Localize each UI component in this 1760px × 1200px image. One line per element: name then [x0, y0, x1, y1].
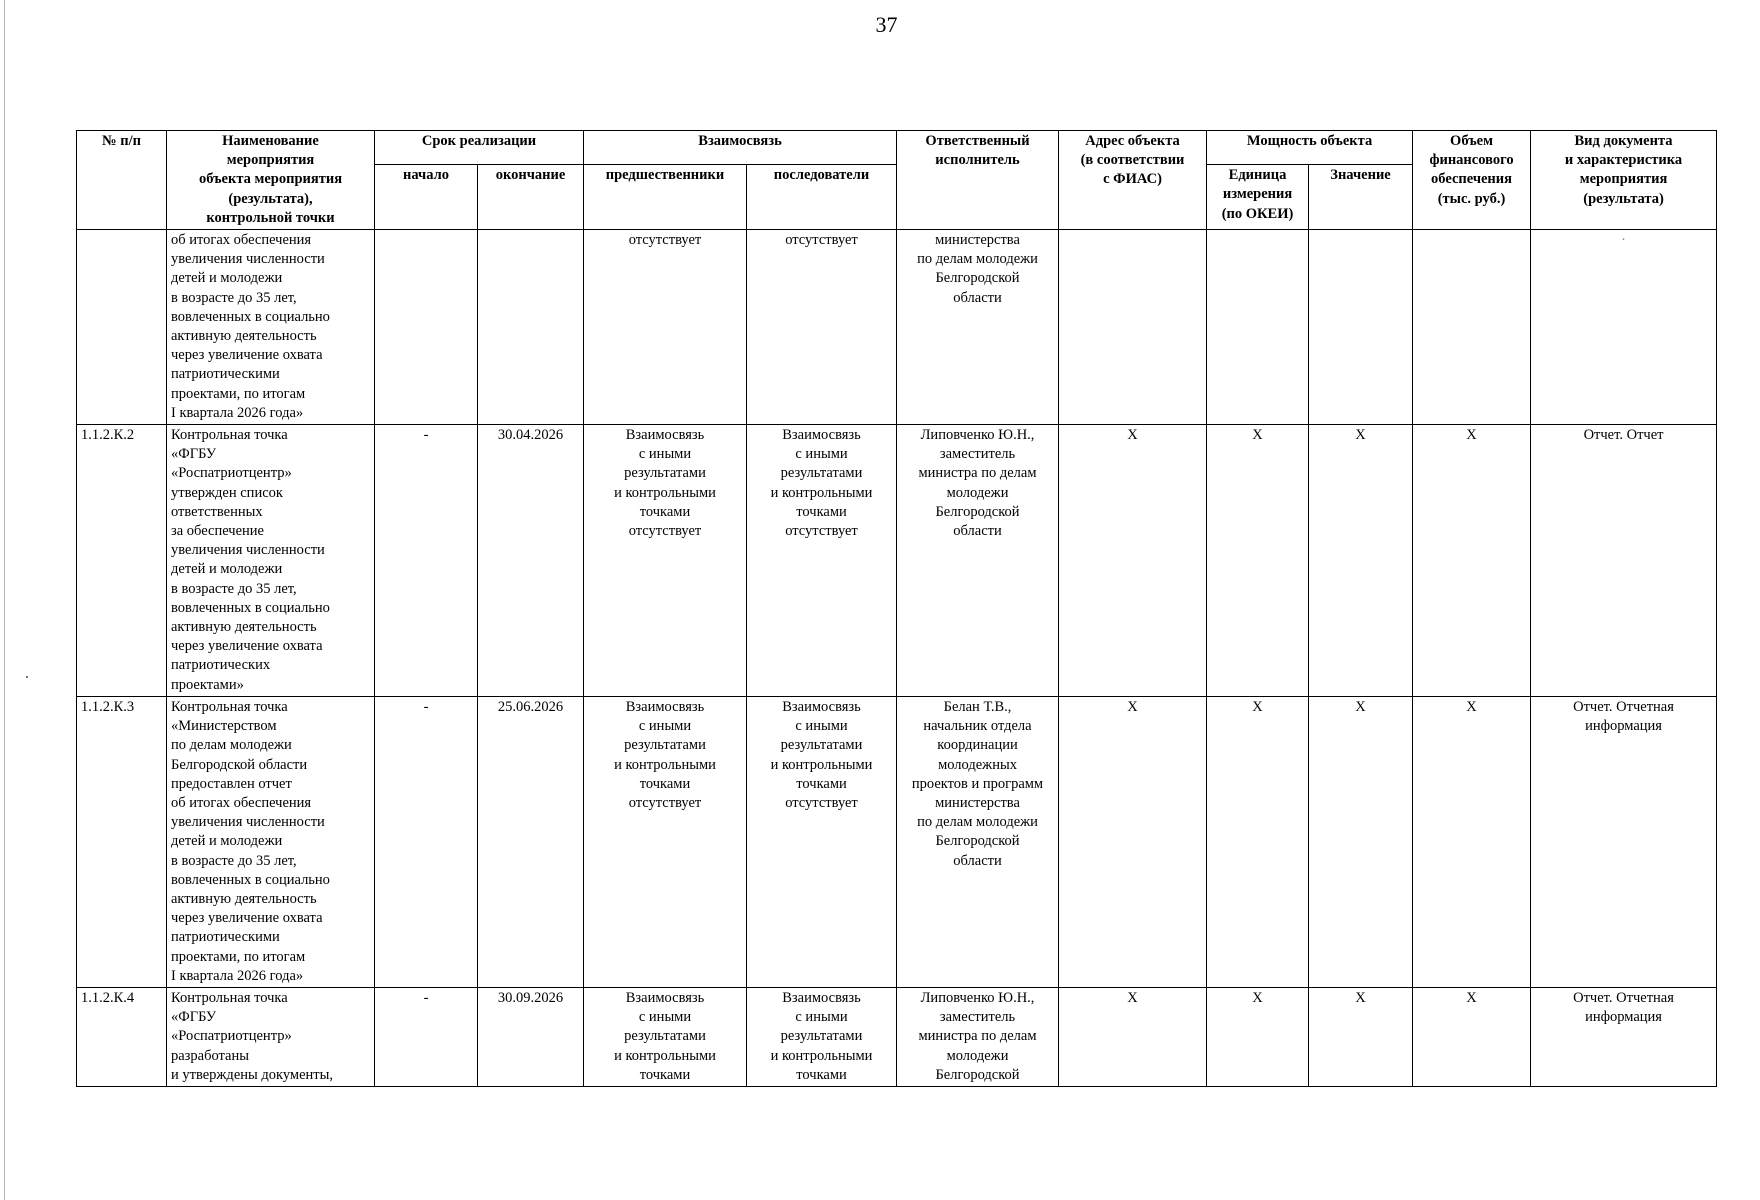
page-number: 37	[875, 12, 898, 37]
cell-start	[375, 230, 478, 425]
header-capacity: Мощность объекта	[1207, 131, 1413, 165]
cell-num: 1.1.2.К.3	[77, 696, 167, 987]
cell-unit: X	[1207, 425, 1309, 697]
cell-doc: Отчет. Отчетная информация	[1531, 987, 1717, 1086]
cell-responsible: Липовченко Ю.Н., заместитель министра по делам молодежи Белгородской области	[897, 425, 1059, 697]
cell-value: X	[1309, 696, 1413, 987]
cell-successors: Взаимосвязь с иными результатами и контрольными точками	[747, 987, 897, 1086]
cell-num: 1.1.2.К.2	[77, 425, 167, 697]
header-period-end: окончание	[478, 165, 584, 230]
cell-responsible: Липовченко Ю.Н., заместитель министра по делам молодежи Белгородской	[897, 987, 1059, 1086]
table-header	[77, 131, 1717, 230]
cell-finance: X	[1413, 425, 1531, 697]
cell-end: 30.04.2026	[478, 425, 584, 697]
header-responsible: Ответственный исполнитель	[897, 131, 1059, 230]
cell-end: 25.06.2026	[478, 696, 584, 987]
cell-start: -	[375, 425, 478, 697]
header-successors: последователи	[747, 165, 897, 230]
cell-doc: ·	[1531, 230, 1717, 425]
cell-unit: X	[1207, 987, 1309, 1086]
cell-name: Контрольная точка «ФГБУ «Роспатриотцентр» разработаны и утверждены документы,	[167, 987, 375, 1086]
cell-start: -	[375, 696, 478, 987]
cell-address	[1059, 230, 1207, 425]
cell-doc: Отчет. Отчетная информация	[1531, 696, 1717, 987]
cell-successors: отсутствует	[747, 230, 897, 425]
cell-finance: X	[1413, 696, 1531, 987]
header-value: Значение	[1309, 165, 1413, 230]
header-relation: Взаимосвязь	[584, 131, 897, 165]
header-unit: Единица измерения (по ОКЕИ)	[1207, 165, 1309, 230]
table-row	[77, 696, 1717, 987]
cell-value	[1309, 230, 1413, 425]
table-row	[77, 425, 1717, 697]
cell-predecessors: отсутствует	[584, 230, 747, 425]
cell-finance: X	[1413, 987, 1531, 1086]
header-num: № п/п	[77, 131, 167, 230]
header-predecessors: предшественники	[584, 165, 747, 230]
cell-value: X	[1309, 425, 1413, 697]
header-name: Наименование мероприятия объекта мероприятия (результата), контрольной точки	[167, 131, 375, 230]
cell-end: 30.09.2026	[478, 987, 584, 1086]
cell-predecessors: Взаимосвязь с иными результатами и контрольными точками	[584, 987, 747, 1086]
table-row	[77, 987, 1717, 1086]
header-period-start: начало	[375, 165, 478, 230]
cell-num	[77, 230, 167, 425]
cell-value: X	[1309, 987, 1413, 1086]
cell-start: -	[375, 987, 478, 1086]
header-finance: Объем финансового обеспечения (тыс. руб.)	[1413, 131, 1531, 230]
cell-successors: Взаимосвязь с иными результатами и контрольными точками отсутствует	[747, 696, 897, 987]
cell-end	[478, 230, 584, 425]
cell-doc: Отчет. Отчет	[1531, 425, 1717, 697]
cell-predecessors: Взаимосвязь с иными результатами и контрольными точками отсутствует	[584, 696, 747, 987]
table-row	[77, 230, 1717, 425]
cell-unit: X	[1207, 696, 1309, 987]
cell-successors: Взаимосвязь с иными результатами и контрольными точками отсутствует	[747, 425, 897, 697]
cell-address: X	[1059, 987, 1207, 1086]
scan-edge-line	[4, 0, 5, 1200]
cell-finance	[1413, 230, 1531, 425]
scan-speck	[26, 676, 28, 678]
header-address: Адрес объекта (в соответствии с ФИАС)	[1059, 131, 1207, 230]
plan-table	[76, 130, 1717, 1087]
cell-name: Контрольная точка «ФГБУ «Роспатриотцентр» утвержден список ответственных за обеспечение увеличения численности детей и молодежи в возрасте до 35 лет, вовлеченных в социально активную деятельность через увеличение охвата патриотических проектами»	[167, 425, 375, 697]
cell-predecessors: Взаимосвязь с иными результатами и контрольными точками отсутствует	[584, 425, 747, 697]
cell-name: об итогах обеспечения увеличения численности детей и молодежи в возрасте до 35 лет, вовлеченных в социально активную деятельность через увеличение охвата патриотическими проектами, по итогам I квартала 2026 года»	[167, 230, 375, 425]
cell-name: Контрольная точка «Министерством по делам молодежи Белгородской области предоставлен отчет об итогах обеспечения увеличения численности детей и молодежи в возрасте до 35 лет, вовлеченных в социально активную деятельность через увеличение охвата патриотическими проектами, по итогам I квартала 2026 года»	[167, 696, 375, 987]
cell-address: X	[1059, 425, 1207, 697]
header-period: Срок реализации	[375, 131, 584, 165]
cell-address: X	[1059, 696, 1207, 987]
cell-responsible: Белан Т.В., начальник отдела координации молодежных проектов и программ министерства по делам молодежи Белгородской области	[897, 696, 1059, 987]
header-doc: Вид документа и характеристика мероприятия (результата)	[1531, 131, 1717, 230]
cell-num: 1.1.2.К.4	[77, 987, 167, 1086]
cell-unit	[1207, 230, 1309, 425]
cell-responsible: министерства по делам молодежи Белгородской области	[897, 230, 1059, 425]
